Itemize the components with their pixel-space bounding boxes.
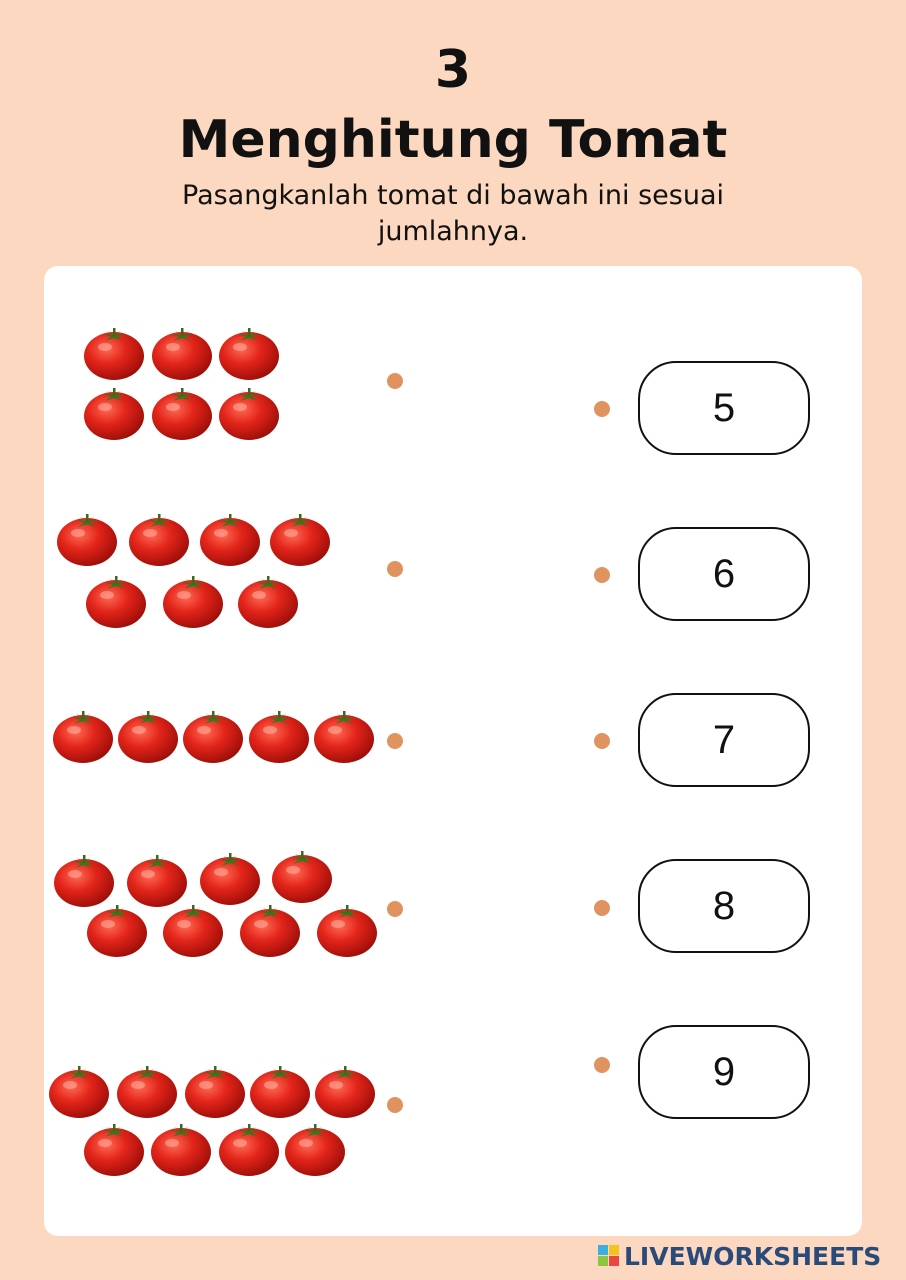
tomato-icon [218,1121,280,1177]
tomato-icon [249,1063,311,1119]
tomato-icon [151,325,213,381]
number-box: 8 [638,859,810,953]
liveworksheets-logo-icon [598,1245,620,1267]
tomato-icon [56,511,118,567]
tomato-icon [199,511,261,567]
tomato-icon [284,1121,346,1177]
number-box: 5 [638,361,810,455]
number-box: 7 [638,693,810,787]
tomato-icon [128,511,190,567]
number-box: 9 [638,1025,810,1119]
left-match-dot[interactable] [387,733,403,749]
right-match-dot[interactable] [594,567,610,583]
instruction-text: Pasangkanlah tomat di bawah ini sesuai jumlahnya. [182,180,724,247]
tomato-icon [162,902,224,958]
left-match-dot[interactable] [387,901,403,917]
tomato-icon [85,573,147,629]
tomato-icon [83,325,145,381]
tomato-icon [184,1063,246,1119]
tomato-icon [313,708,375,764]
tomato-icon [117,708,179,764]
liveworksheets-logo [598,1240,881,1272]
number-box: 6 [638,527,810,621]
tomato-icon [126,852,188,908]
tomato-icon [150,1121,212,1177]
exercise-number: 3 [434,40,472,100]
tomato-icon [218,325,280,381]
left-match-dot[interactable] [387,561,403,577]
right-match-dot[interactable] [594,733,610,749]
tomato-icon [48,1063,110,1119]
tomato-icon [162,573,224,629]
page-title: Menghitung Tomat [178,110,728,170]
tomato-icon [199,850,261,906]
tomato-icon [86,902,148,958]
tomato-icon [182,708,244,764]
tomato-icon [271,848,333,904]
right-match-dot[interactable] [594,900,610,916]
tomato-icon [269,511,331,567]
tomato-icon [151,385,213,441]
tomato-icon [116,1063,178,1119]
tomato-icon [314,1063,376,1119]
tomato-icon [239,902,301,958]
tomato-icon [83,385,145,441]
left-match-dot[interactable] [387,1097,403,1113]
tomato-icon [52,708,114,764]
tomato-icon [218,385,280,441]
left-match-dot[interactable] [387,373,403,389]
brand-name: LIVEWORKSHEETS [624,1241,882,1271]
tomato-icon [248,708,310,764]
tomato-icon [53,852,115,908]
tomato-icon [83,1121,145,1177]
tomato-icon [237,573,299,629]
tomato-icon [316,902,378,958]
right-match-dot[interactable] [594,401,610,417]
right-match-dot[interactable] [594,1057,610,1073]
